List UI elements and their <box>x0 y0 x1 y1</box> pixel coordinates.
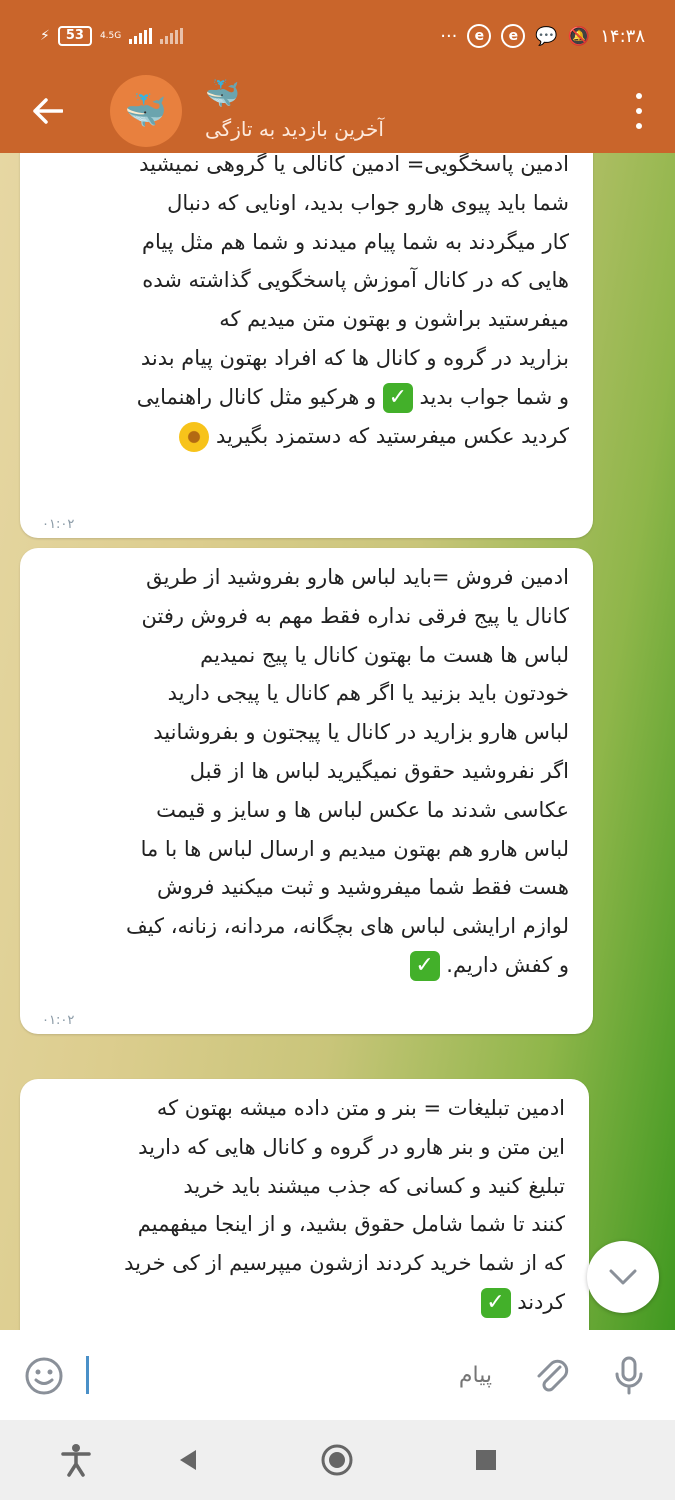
signal-icon-2 <box>160 28 183 44</box>
app-notification-icon-2: e <box>501 24 525 48</box>
scroll-down-button[interactable] <box>587 1241 659 1313</box>
battery-level: 53 <box>58 26 92 46</box>
mute-bell-icon: 🔕 <box>567 25 591 47</box>
check-emoji-icon: ✓ <box>481 1288 511 1318</box>
back-arrow-icon[interactable] <box>28 91 68 131</box>
message-text: ادمین فروش =باید لباس هارو بفروشید از طریق کانال یا پیج فرقی نداره فقط مهم به فروش رفتن لباس ها هست ما بهتون کانال یا پیج نمیدیم خودتون باید بزنید یا اگر هم کانال یا پیجی دارید لباس هارو بزارید در کانال یا پیجتون و بفروشانید اگر نفروشید حقوق نمیگیرید لباس ها از قبل عکاسی شدند ما عکس لباس ها و سایز و قیمت لباس هارو هم بهتون میدیم و ارسال لباس ها با ما هست فقط شما میفروشید و ثبت میکنید فروش لوازم ارایشی لباس های بچگانه، مردانه، زنانه، کیف و کفش داریم. ✓ <box>42 558 569 985</box>
message-text: ادمین تبلیغات = بنر و متن داده میشه بهتون که این متن و بنر هارو در گروه و کانال هایی که دارید تبلیغ کنید و کسانی که جذب میشند باید خرید کنند تا شما شامل حقوق بشید، و از اینجا میفهمیم که از شما خرید کردند ازشون میپرسیم از کی خرید کردند ✓ <box>42 1089 565 1322</box>
chat-title[interactable]: 🐳 <box>205 77 240 110</box>
check-emoji-icon: ✓ <box>410 951 440 981</box>
recents-nav-icon[interactable] <box>466 1440 506 1480</box>
home-nav-icon[interactable] <box>317 1440 357 1480</box>
more-vert-icon[interactable] <box>631 93 647 129</box>
message-bubble[interactable] <box>20 548 593 1034</box>
microphone-icon[interactable] <box>608 1354 650 1396</box>
chevron-down-icon <box>608 1268 638 1286</box>
system-nav-bar <box>0 1420 675 1500</box>
signal-icon <box>129 28 152 44</box>
status-right <box>440 24 645 48</box>
status-left <box>40 26 183 46</box>
more-dots: ··· <box>440 25 458 47</box>
charging-icon: ⚡ <box>40 28 50 44</box>
chat-area[interactable] <box>0 153 675 1330</box>
clock-time: ۱۴:۳۸ <box>600 25 645 47</box>
last-seen-status: آخرین بازدید به تازگی <box>205 117 384 141</box>
message-bubble[interactable] <box>20 153 593 538</box>
avatar[interactable] <box>110 75 182 147</box>
message-time: ۰۱:۰۲ <box>42 517 75 532</box>
whale-emoji-icon: 🐳 <box>124 91 168 131</box>
sunflower-emoji-icon <box>179 422 209 452</box>
message-input-bar <box>0 1330 675 1420</box>
chat-header <box>0 75 675 153</box>
back-nav-icon[interactable] <box>168 1440 208 1480</box>
emoji-icon[interactable] <box>24 1356 64 1396</box>
message-time: ۰۱:۰۲ <box>42 1013 75 1028</box>
status-bar <box>0 0 675 75</box>
network-type: 4.5G <box>99 30 122 41</box>
paperclip-icon[interactable] <box>530 1354 572 1396</box>
message-bubble[interactable] <box>20 1079 589 1330</box>
message-text: ادمین پاسخگویی= ادمین کانالی یا گروهی نمیشید شما باید پیوی هارو جواب بدید، اونایی که دنبال کار میگردند به شما پیام میدند و شما هم مثل پیام هایی که در کانال آموزش پاسخگویی گذاشته شده میفرستید براشون و بهتون متن میدیم که بزارید در گروه و کانال ها که افراد بهتون پیام بدند و شما جواب بدید ✓ و هرکیو مثل کانال راهنمایی کردید عکس میفرستید که دستمزد بگیرید <box>42 153 569 455</box>
app-notification-icon: e <box>467 24 491 48</box>
check-emoji-icon: ✓ <box>383 383 413 413</box>
accessibility-icon[interactable] <box>56 1440 96 1480</box>
message-input[interactable] <box>92 1352 492 1398</box>
message-bubble-icon: 💬 <box>535 25 558 47</box>
text-caret <box>86 1356 89 1394</box>
